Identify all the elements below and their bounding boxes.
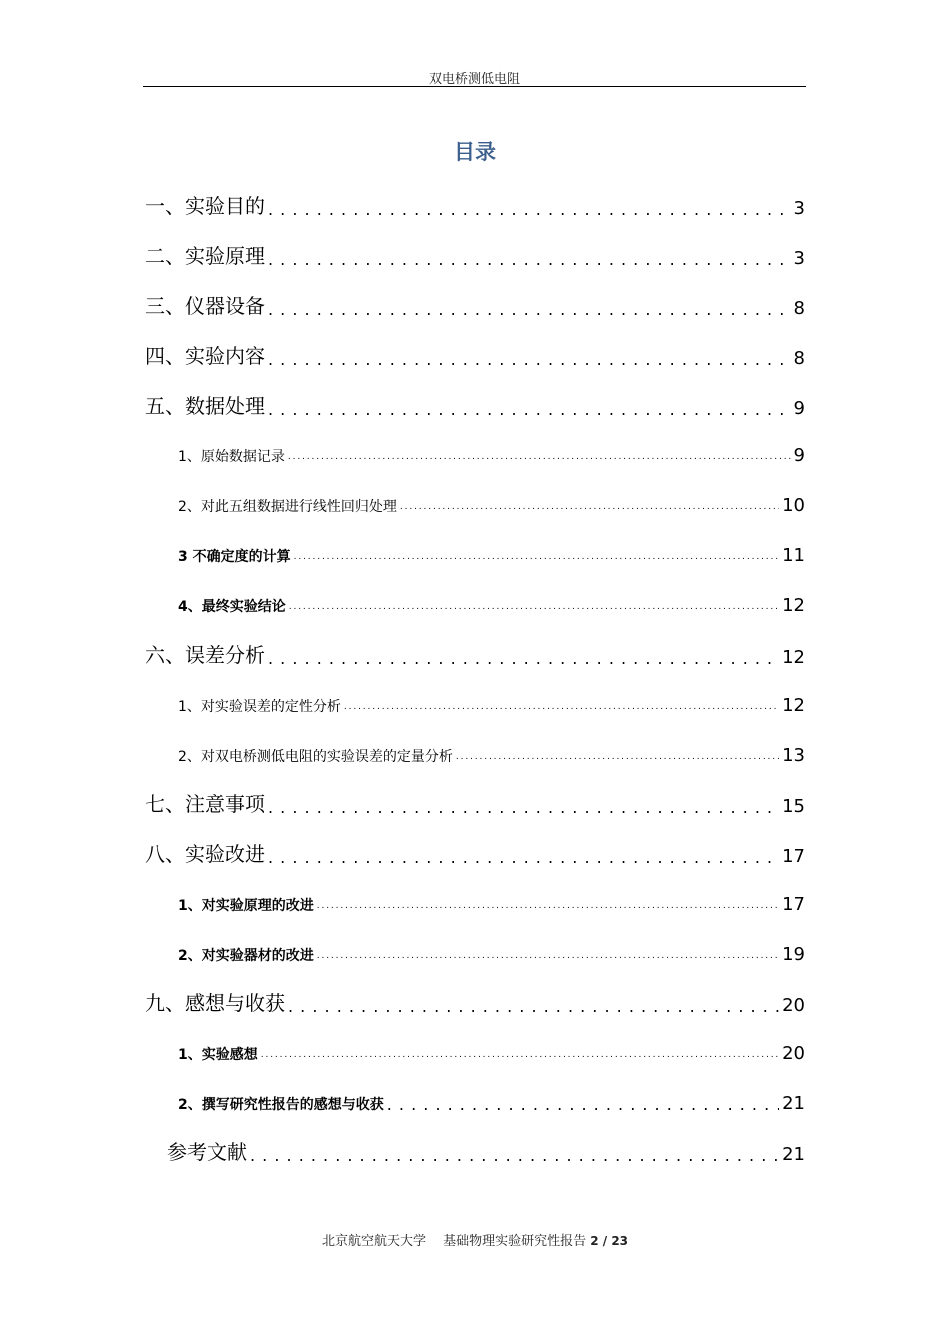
toc-leader — [344, 702, 779, 713]
header-rule — [143, 86, 806, 87]
toc-entry-4[interactable] — [145, 341, 805, 369]
toc-entry-label: 2、撰写研究性报告的感想与收获 — [178, 1097, 384, 1113]
toc-entry-6-1[interactable] — [178, 692, 805, 716]
toc-entry-label: 1、原始数据记录 — [178, 449, 285, 465]
toc-entry-label: 六、误差分析 — [145, 643, 265, 667]
toc-entry-5-3[interactable] — [178, 542, 805, 566]
toc-entry-label: 3 不确定度的计算 — [178, 549, 291, 565]
toc-leader — [289, 602, 779, 613]
toc-entry-8-2[interactable] — [178, 941, 805, 965]
toc-leader — [268, 300, 791, 319]
toc-page-number: 19 — [782, 944, 805, 965]
toc-entry-label: 八、实验改进 — [145, 842, 265, 866]
toc-entry-label: 三、仪器设备 — [145, 294, 265, 318]
toc-leader — [268, 798, 779, 817]
toc-page-number: 20 — [782, 995, 805, 1016]
toc-entry-8-1[interactable] — [178, 891, 805, 915]
toc-page-number: 9 — [793, 398, 805, 419]
toc-entry-label: 五、数据处理 — [145, 394, 265, 418]
toc-leader — [268, 350, 791, 369]
toc-entry-8[interactable] — [145, 839, 805, 867]
toc-entry-label: 参考文献 — [167, 1140, 247, 1164]
toc-entry-5-4[interactable] — [178, 592, 805, 616]
toc-entry-label: 2、对此五组数据进行线性回归处理 — [178, 499, 397, 515]
toc-page-number: 15 — [782, 796, 805, 817]
toc-leader — [288, 452, 791, 463]
toc-entry-label: 九、感想与收获 — [145, 991, 285, 1015]
toc-page-number: 8 — [793, 348, 805, 369]
toc-entry-label: 2、对实验器材的改进 — [178, 948, 314, 964]
toc-entry-5-1[interactable] — [178, 442, 805, 466]
toc-page-number: 10 — [782, 495, 805, 516]
toc-entry-label: 二、实验原理 — [145, 244, 265, 268]
toc-page-number: 12 — [782, 595, 805, 616]
toc-leader — [268, 400, 791, 419]
toc-title: 目录 — [454, 140, 496, 164]
toc-entry-5[interactable] — [145, 391, 805, 419]
toc-page-number: 21 — [782, 1093, 805, 1114]
page-footer — [0, 1230, 950, 1249]
toc-page-number: 12 — [782, 647, 805, 668]
toc-page-number: 21 — [782, 1144, 805, 1165]
toc-entry-7[interactable] — [145, 789, 805, 817]
toc-leader — [400, 502, 779, 513]
toc-entry-label: 1、对实验误差的定性分析 — [178, 699, 341, 715]
toc-page-number: 17 — [782, 846, 805, 867]
toc-leader — [268, 649, 779, 668]
toc-leader — [387, 1095, 779, 1114]
toc-leader — [294, 552, 779, 563]
toc-entry-3[interactable] — [145, 291, 805, 319]
toc-leader — [268, 848, 779, 867]
toc-entry-references[interactable] — [167, 1137, 805, 1165]
toc-leader — [268, 200, 791, 219]
running-header: 双电桥测低电阻 — [428, 72, 520, 87]
toc-entry-label: 2、对双电桥测低电阻的实验误差的定量分析 — [178, 749, 453, 765]
toc-page-number: 20 — [782, 1043, 805, 1064]
toc-leader — [317, 951, 779, 962]
page-indicator: 2 / 23 — [590, 1234, 629, 1248]
footer-text: 北京航空航天大学 基础物理实验研究性报告 — [321, 1234, 587, 1249]
toc-page-number: 3 — [793, 248, 805, 269]
toc-leader — [268, 250, 791, 269]
toc-leader — [456, 752, 779, 763]
toc-page-number: 9 — [793, 445, 805, 466]
toc-page-number: 3 — [793, 198, 805, 219]
toc-entry-9-2[interactable] — [178, 1090, 805, 1114]
toc-entry-6-2[interactable] — [178, 742, 805, 766]
toc-leader — [250, 1146, 779, 1165]
toc-page-number: 12 — [782, 695, 805, 716]
toc-page-number: 17 — [782, 894, 805, 915]
toc-entry-label: 四、实验内容 — [145, 344, 265, 368]
toc-page-number: 11 — [782, 545, 805, 566]
toc-entry-5-2[interactable] — [178, 492, 805, 516]
toc-page-number: 13 — [782, 745, 805, 766]
toc-entry-label: 一、实验目的 — [145, 194, 265, 218]
toc-leader — [261, 1050, 779, 1061]
toc-entry-label: 1、对实验原理的改进 — [178, 898, 314, 914]
toc-entry-label: 七、注意事项 — [145, 792, 265, 816]
toc-entry-1[interactable] — [145, 191, 805, 219]
toc-page-number: 8 — [793, 298, 805, 319]
toc-entry-2[interactable] — [145, 241, 805, 269]
toc-leader — [317, 901, 779, 912]
toc-entry-9[interactable] — [145, 988, 805, 1016]
toc-leader — [288, 997, 779, 1016]
toc-entry-label: 1、实验感想 — [178, 1047, 258, 1063]
toc-entry-9-1[interactable] — [178, 1040, 805, 1064]
toc-entry-6[interactable] — [145, 640, 805, 668]
toc-entry-label: 4、最终实验结论 — [178, 599, 286, 615]
